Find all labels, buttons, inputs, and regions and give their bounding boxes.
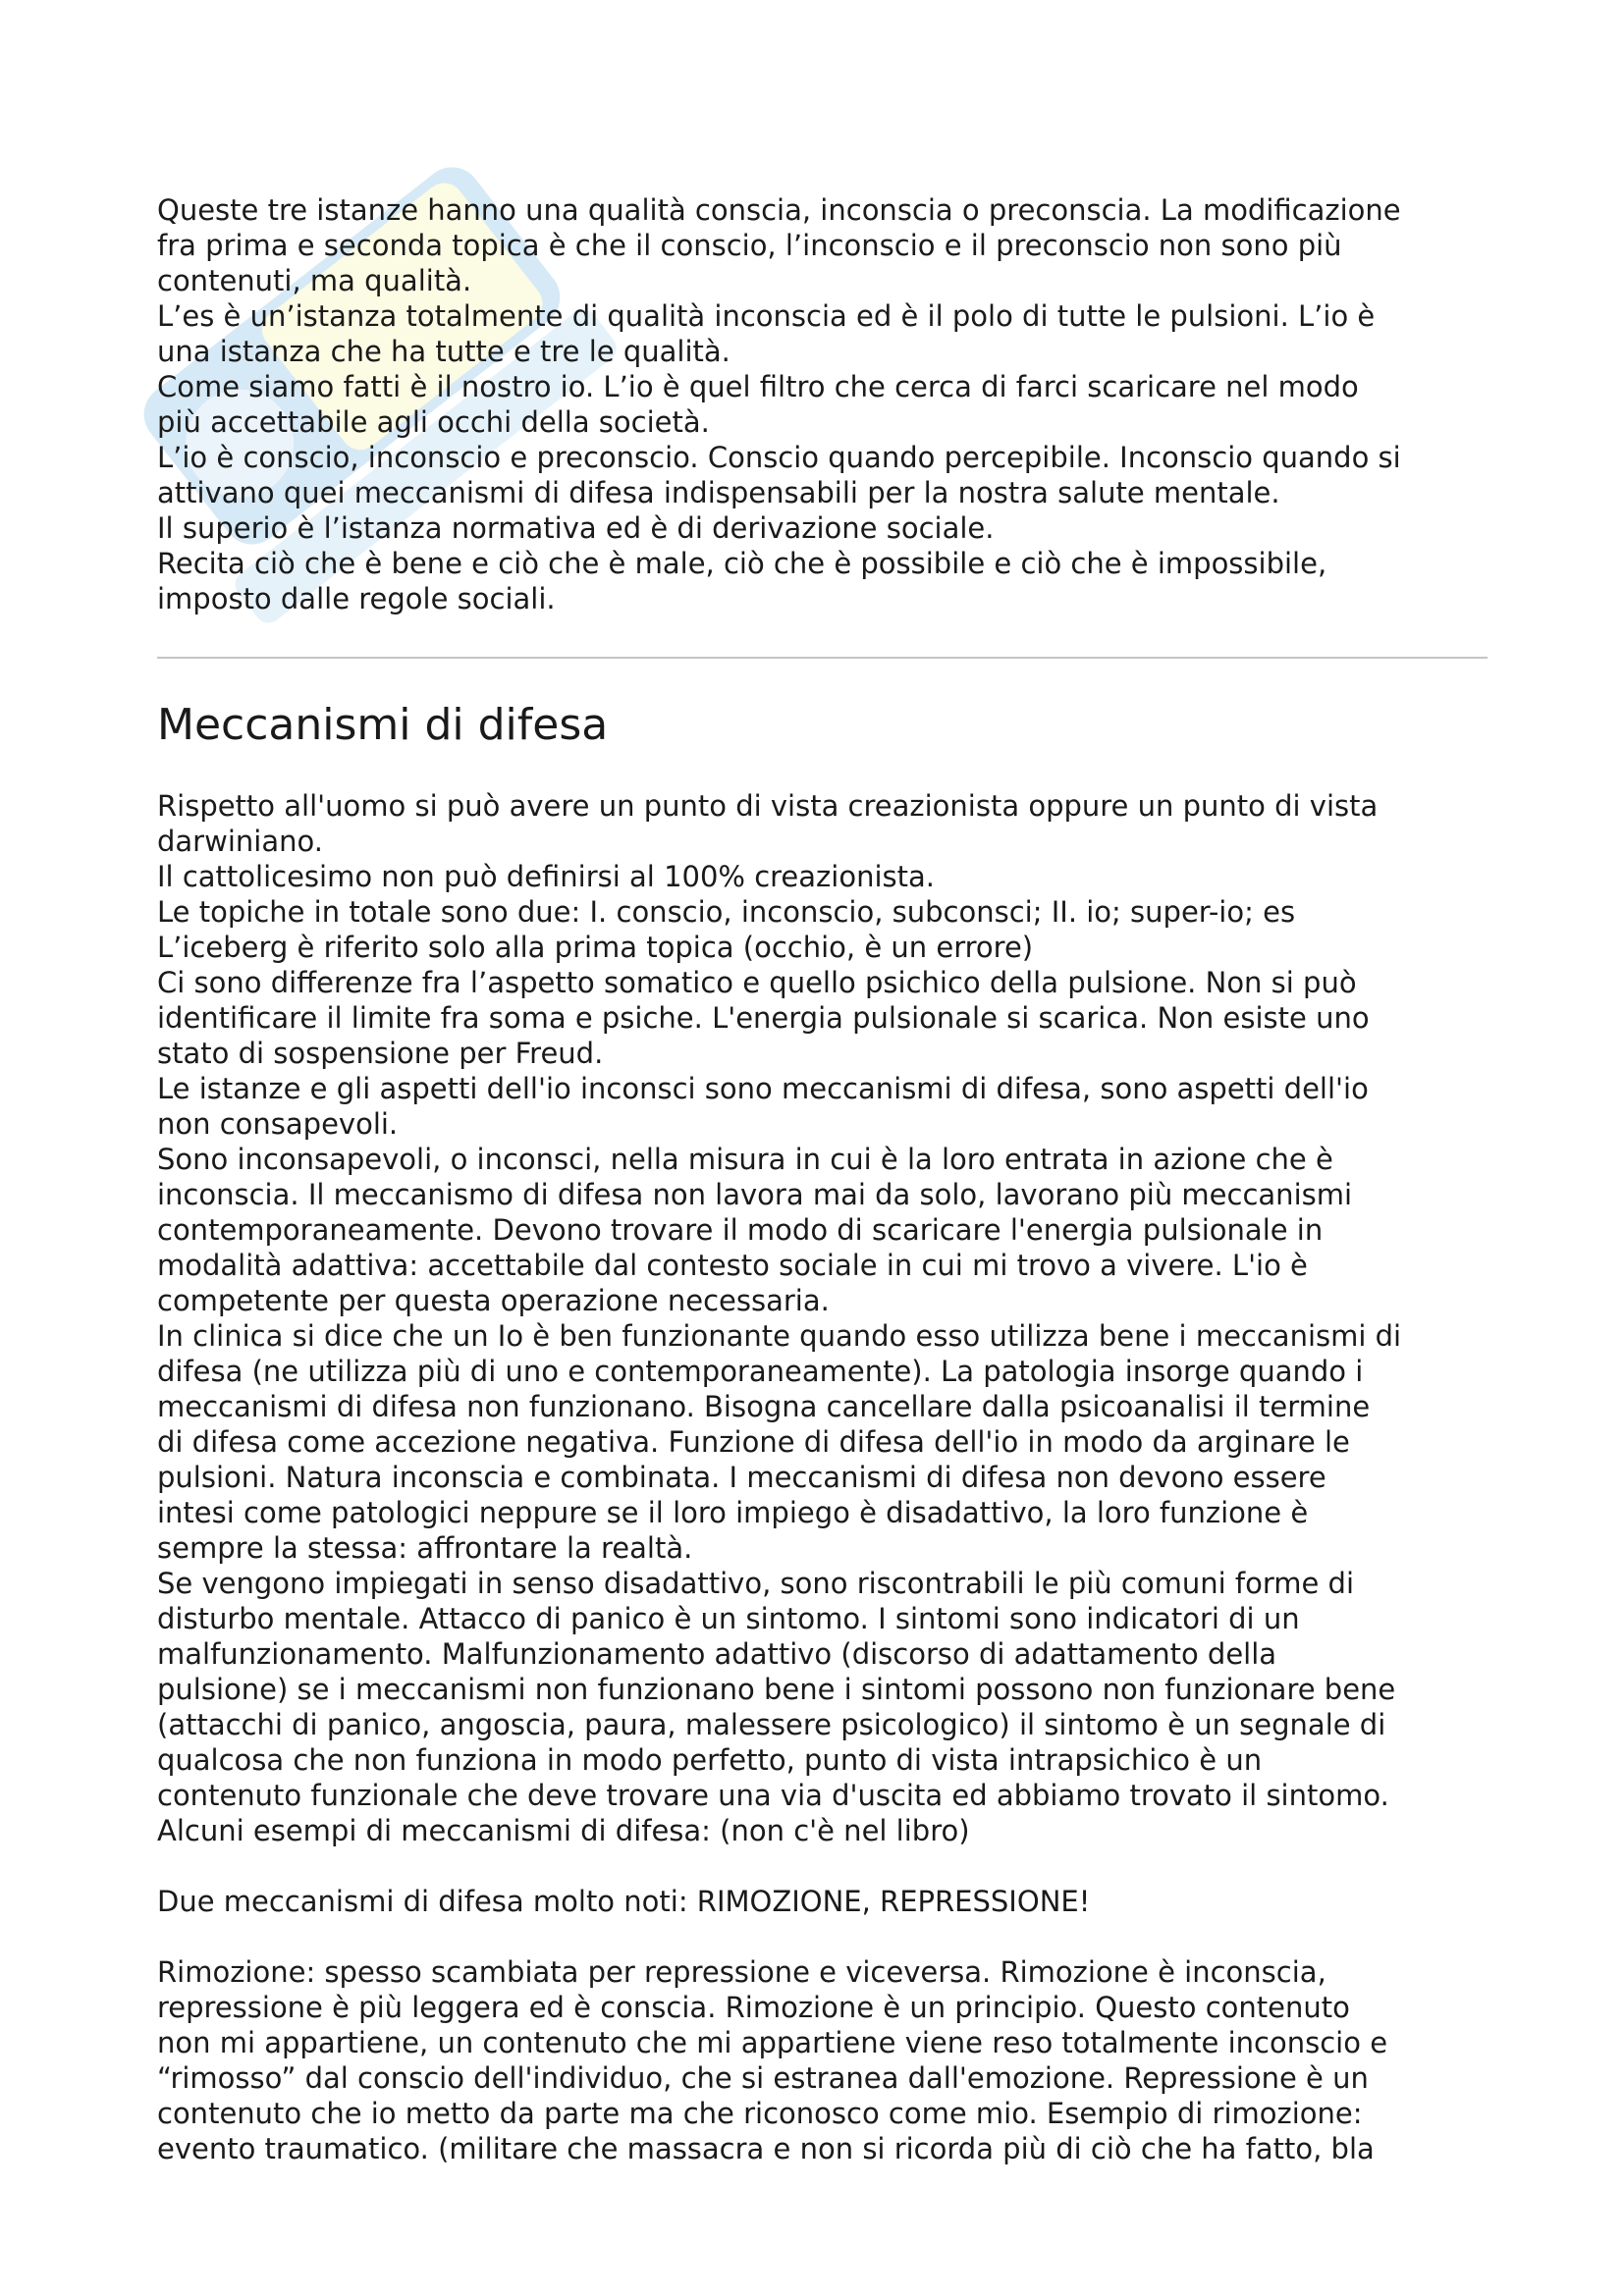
text-line: contenuto funzionale che deve trovare una via d'uscita ed abbiamo trovato il sintomo.: [157, 1779, 1389, 1812]
text-line: L’es è un’istanza totalmente di qualità inconscia ed è il polo di tutte le pulsioni. L’io è: [157, 299, 1376, 333]
text-line: Due meccanismi di difesa molto noti: RIMOZIONE, REPRESSIONE!: [157, 1885, 1091, 1918]
text-line: pulsioni. Natura inconscia e combinata. I meccanismi di difesa non devono essere: [157, 1461, 1326, 1494]
text-line: Ci sono differenze fra l’aspetto somatico e quello psichico della pulsione. Non si può: [157, 966, 1357, 999]
text-line: “rimosso” dal conscio dell'individuo, che si estranea dall'emozione. Repressione è un: [157, 2061, 1369, 2095]
text-line: competente per questa operazione necessaria.: [157, 1284, 830, 1317]
text-line: darwiniano.: [157, 825, 323, 858]
text-line: Recita ciò che è bene e ciò che è male, ciò che è possibile e ciò che è impossibile,: [157, 547, 1327, 580]
text-line: Il cattolicesimo non può definirsi al 100% creazionista.: [157, 860, 935, 893]
text-line: Rimozione: spesso scambiata per repressione e viceversa. Rimozione è inconscia,: [157, 1955, 1326, 1989]
text-line: (attacchi di panico, angoscia, paura, malessere psicologico) il sintomo è un segnale di: [157, 1708, 1386, 1741]
text-line: stato di sospensione per Freud.: [157, 1037, 604, 1070]
text-line: imposto dalle regole sociali.: [157, 582, 556, 615]
text-line: di difesa come accezione negativa. Funzione di difesa dell'io in modo da arginare le: [157, 1425, 1350, 1459]
section-rimozione-detail: [157, 1954, 1488, 2166]
text-line: Come siamo fatti è il nostro io. L’io è quel filtro che cerca di farci scaricare nel modo: [157, 370, 1359, 403]
section-istanze: [157, 192, 1488, 616]
text-line: disturbo mentale. Attacco di panico è un sintomo. I sintomi sono indicatori di un: [157, 1602, 1300, 1635]
text-line: qualcosa che non funziona in modo perfetto, punto di vista intrapsichico è un: [157, 1743, 1263, 1777]
text-line: meccanismi di difesa non funzionano. Bisogna cancellare dalla psicoanalisi il termine: [157, 1390, 1371, 1423]
text-line: L’iceberg è riferito solo alla prima topica (occhio, è un errore): [157, 931, 1034, 964]
text-line: fra prima e seconda topica è che il conscio, l’inconscio e il preconscio non sono più: [157, 229, 1342, 262]
text-line: inconscia. Il meccanismo di difesa non lavora mai da solo, lavorano più meccanismi: [157, 1178, 1353, 1211]
text-line: L’io è conscio, inconscio e preconscio. Conscio quando percepibile. Inconscio quando si: [157, 441, 1401, 474]
section-rimozione-repressione: [157, 1884, 1488, 1919]
text-line: Il superio è l’istanza normativa ed è di derivazione sociale.: [157, 511, 995, 545]
text-line: più accettabile agli occhi della società.: [157, 405, 710, 439]
text-line: una istanza che ha tutte e tre le qualità.: [157, 335, 730, 368]
text-line: repressione è più leggera ed è conscia. Rimozione è un principio. Questo contenuto: [157, 1991, 1350, 2024]
text-line: pulsione) se i meccanismi non funzionano bene i sintomi possono non funzionare bene: [157, 1673, 1396, 1706]
text-line: malfunzionamento. Malfunzionamento adattivo (discorso di adattamento della: [157, 1637, 1277, 1671]
text-line: non mi appartiene, un contenuto che mi appartiene viene reso totalmente inconscio e: [157, 2026, 1388, 2059]
text-line: attivano quei meccanismi di difesa indispensabili per la nostra salute mentale.: [157, 476, 1280, 509]
text-line: identificare il limite fra soma e psiche. L'energia pulsionale si scarica. Non esiste uno: [157, 1001, 1370, 1035]
horizontal-divider: [157, 657, 1488, 659]
text-line: Le istanze e gli aspetti dell'io inconsci sono meccanismi di difesa, sono aspetti dell'io: [157, 1072, 1369, 1105]
text-line: non consapevoli.: [157, 1107, 399, 1141]
text-line: Queste tre istanze hanno una qualità conscia, inconscia o preconscia. La modificazione: [157, 193, 1401, 227]
text-line: evento traumatico. (militare che massacra e non si ricorda più di ciò che ha fatto, bla: [157, 2132, 1375, 2165]
paragraph-gap: [157, 1919, 1488, 1954]
text-line: sempre la stessa: affrontare la realtà.: [157, 1531, 693, 1565]
text-line: Sono inconsapevoli, o inconsci, nella misura in cui è la loro entrata in azione che è: [157, 1143, 1333, 1176]
section-meccanismi-body: [157, 788, 1488, 1848]
text-line: Se vengono impiegati in senso disadattivo, sono riscontrabili le più comuni forme di: [157, 1567, 1355, 1600]
section-heading: Meccanismi di difesa: [157, 700, 609, 750]
text-line: Le topiche in totale sono due: I. conscio, inconscio, subconsci; II. io; super-io; es: [157, 895, 1296, 929]
text-line: contemporaneamente. Devono trovare il modo di scaricare l'energia pulsionale in: [157, 1213, 1324, 1247]
text-line: In clinica si dice che un Io è ben funzionante quando esso utilizza bene i meccanismi di: [157, 1319, 1402, 1353]
text-line: contenuto che io metto da parte ma che riconosco come mio. Esempio di rimozione:: [157, 2097, 1363, 2130]
text-line: modalità adattiva: accettabile dal contesto sociale in cui mi trovo a vivere. L'io è: [157, 1249, 1308, 1282]
text-line: contenuti, ma qualità.: [157, 264, 472, 297]
text-line: Rispetto all'uomo si può avere un punto di vista creazionista oppure un punto di vista: [157, 789, 1379, 823]
text-line: Alcuni esempi di meccanismi di difesa: (non c'è nel libro): [157, 1814, 970, 1847]
text-line: intesi come patologici neppure se il loro impiego è disadattivo, la loro funzione è: [157, 1496, 1309, 1529]
document-page: [157, 192, 1488, 2166]
text-line: difesa (ne utilizza più di uno e contemporaneamente). La patologia insorge quando i: [157, 1355, 1364, 1388]
paragraph-gap: [157, 1848, 1488, 1884]
